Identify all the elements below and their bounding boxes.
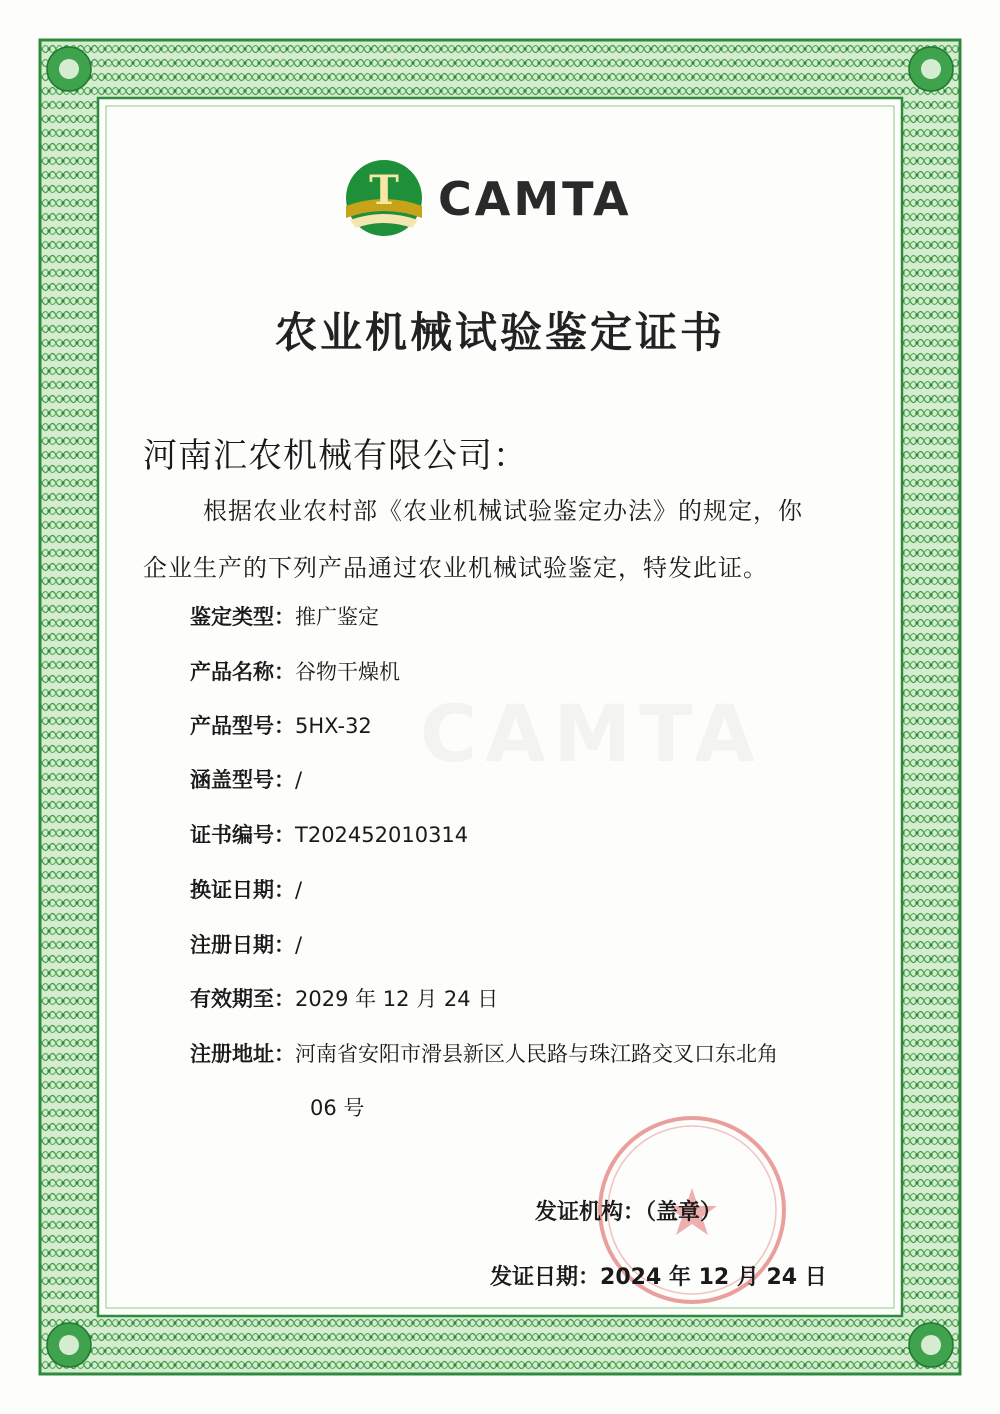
field-value: / bbox=[295, 878, 303, 902]
field-label: 注册日期： bbox=[190, 933, 295, 957]
issue-date bbox=[490, 1260, 827, 1291]
company-name: 河南汇农机械有限公司： bbox=[143, 436, 528, 476]
issue-date-value: 2024 年 12 月 24 日 bbox=[600, 1265, 827, 1290]
field-valid-until bbox=[190, 983, 498, 1013]
field-value: 2029 年 12 月 24 日 bbox=[295, 987, 499, 1011]
field-label: 产品名称： bbox=[190, 660, 295, 684]
field-label: 注册地址： bbox=[190, 1042, 295, 1066]
field-registered-address bbox=[190, 1038, 778, 1068]
issue-date-label: 发证日期： bbox=[490, 1265, 601, 1290]
field-covered-models bbox=[190, 764, 302, 794]
issuer-label: 发证机构： bbox=[535, 1200, 646, 1225]
field-appraisal-type bbox=[190, 601, 379, 631]
field-value: / bbox=[295, 768, 303, 792]
logo-text: CAMTA bbox=[438, 172, 632, 226]
field-label: 涵盖型号： bbox=[190, 768, 295, 792]
field-renewal-date bbox=[190, 874, 302, 904]
body-line-2: 企业生产的下列产品通过农业机械试验鉴定，特发此证。 bbox=[143, 554, 768, 582]
field-value: 5HX-32 bbox=[295, 714, 372, 738]
field-label: 产品型号： bbox=[190, 714, 295, 738]
field-label: 鉴定类型： bbox=[190, 605, 295, 629]
field-value: / bbox=[295, 933, 303, 957]
field-label: 换证日期： bbox=[190, 878, 295, 902]
issuer-value: （盖章） bbox=[645, 1200, 723, 1225]
issuing-authority bbox=[535, 1195, 722, 1226]
svg-text:T: T bbox=[369, 167, 399, 214]
field-value: T202452010314 bbox=[295, 823, 469, 847]
address-continuation: 06 号 bbox=[310, 1096, 365, 1120]
field-product-model bbox=[190, 710, 372, 740]
field-value: 河南省安阳市滑县新区人民路与珠江路交叉口东北角 bbox=[295, 1042, 778, 1066]
field-label: 证书编号： bbox=[190, 823, 295, 847]
field-certificate-number bbox=[190, 819, 468, 849]
body-line-1: 根据农业农村部《农业机械试验鉴定办法》的规定，你 bbox=[203, 497, 803, 525]
certificate-title: 农业机械试验鉴定证书 bbox=[274, 308, 725, 357]
field-registration-date bbox=[190, 929, 302, 959]
field-value: 推广鉴定 bbox=[295, 605, 379, 629]
field-label: 有效期至： bbox=[190, 987, 295, 1011]
field-value: 谷物干燥机 bbox=[295, 660, 400, 684]
watermark: CAMTA bbox=[420, 690, 763, 780]
field-product-name bbox=[190, 656, 400, 686]
